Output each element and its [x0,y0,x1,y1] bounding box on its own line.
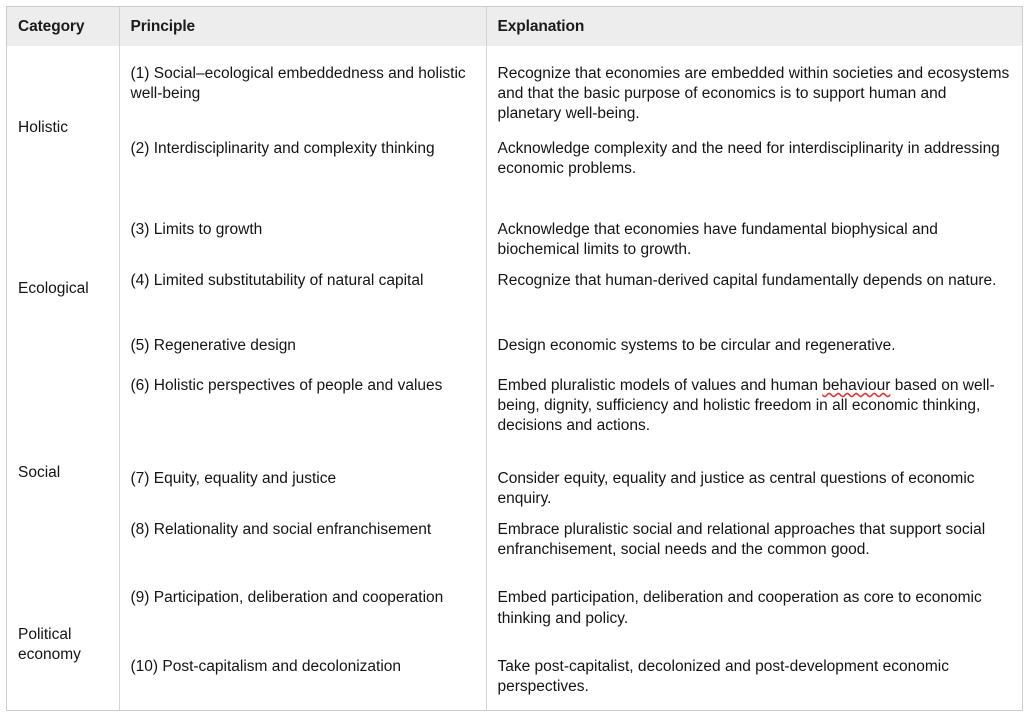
table-row [7,456,1022,511]
spellcheck-misspelled-word: behaviour [822,376,891,394]
explanation-cell [486,46,1022,130]
principle-text: (7) Equity, equality and justice [130,469,337,487]
category-cell-political-economy: Political economy [7,579,119,710]
principle-cell [119,648,486,710]
table-row [7,511,1022,579]
principle-cell [119,328,486,367]
explanation-text-pre: Embrace pluralistic social and relational approaches that support social enfranchisement, social needs and the common good. [497,521,986,559]
category-cell-ecological: Ecological [7,211,119,367]
explanation-text [498,648,1011,697]
explanation-text [498,579,1011,628]
explanation-cell [486,511,1022,579]
explanation-cell [486,456,1022,511]
table-header [7,7,1022,46]
explanation-text [498,511,1011,560]
principle-cell [119,511,486,579]
principle-cell [119,579,486,647]
explanation-text-pre: Design economic systems to be circular and regenerative. [497,336,896,354]
principle-cell [119,46,486,130]
table-row [7,367,1022,456]
category-cell-social: Social [7,367,119,580]
principle-text: (6) Holistic perspectives of people and values [130,376,443,394]
explanation-text [498,211,1011,260]
table-row [7,130,1022,211]
column-header-explanation: Explanation [486,7,1022,46]
explanation-text-pre: Embed pluralistic models of values and human [497,376,823,394]
explanation-text [498,328,1011,356]
principle-text: (10) Post-capitalism and decolonization [130,657,402,675]
explanation-cell [486,130,1022,211]
principles-table-container [6,6,1023,711]
explanation-text-post: based on well-being, dignity, sufficiency and holistic freedom in all economic thinking, decisions and actions. [497,376,995,435]
principle-cell [119,211,486,263]
explanation-cell [486,579,1022,647]
principle-text: (1) Social–ecological embeddedness and holistic well-being [130,65,466,103]
explanation-text [498,46,1011,124]
principle-cell [119,130,486,211]
explanation-text [498,262,1011,291]
explanation-text-pre: Recognize that economies are embedded within societies and ecosystems and that the basic purpose of economics is to support human and planetary well-being. [497,65,1010,123]
explanation-cell [486,211,1022,263]
explanation-text-pre: Consider equity, equality and justice as central questions of economic enquiry. [497,469,975,508]
table-row [7,46,1022,130]
table-row [7,262,1022,327]
table-row [7,328,1022,367]
principle-text: (5) Regenerative design [130,336,296,354]
principle-text: (9) Participation, deliberation and cooperation [130,589,444,607]
explanation-text-pre: Recognize that human-derived capital fundamentally depends on nature. [497,272,997,290]
header-row [7,7,1022,46]
explanation-text-pre: Acknowledge that economies have fundamental biophysical and biochemical limits to growth. [497,220,938,258]
explanation-text-pre: Acknowledge complexity and the need for interdisciplinarity in addressing economic problems. [497,139,1000,177]
explanation-text-pre: Embed participation, deliberation and cooperation as core to economic thinking and policy. [497,589,982,627]
explanation-cell [486,648,1022,710]
principles-table [7,7,1022,710]
explanation-cell [486,367,1022,456]
principle-cell [119,456,486,511]
explanation-text [498,367,1011,436]
table-row [7,211,1022,263]
column-header-principle: Principle [119,7,486,46]
principle-text: (3) Limits to growth [130,220,263,238]
explanation-text [498,456,1011,509]
principle-text: (4) Limited substitutability of natural capital [130,272,424,290]
explanation-cell [486,262,1022,327]
principle-cell [119,367,486,456]
principle-cell [119,262,486,327]
category-cell-holistic: Holistic [7,46,119,211]
column-header-category: Category [7,7,119,46]
table-row [7,579,1022,647]
explanation-cell [486,328,1022,367]
principle-text: (8) Relationality and social enfranchisement [130,521,432,539]
explanation-text-pre: Take post-capitalist, decolonized and post-development economic perspectives. [497,657,949,695]
principle-text: (2) Interdisciplinarity and complexity thinking [130,139,435,157]
explanation-text [498,130,1011,179]
table-row [7,648,1022,710]
table-body [7,46,1022,710]
